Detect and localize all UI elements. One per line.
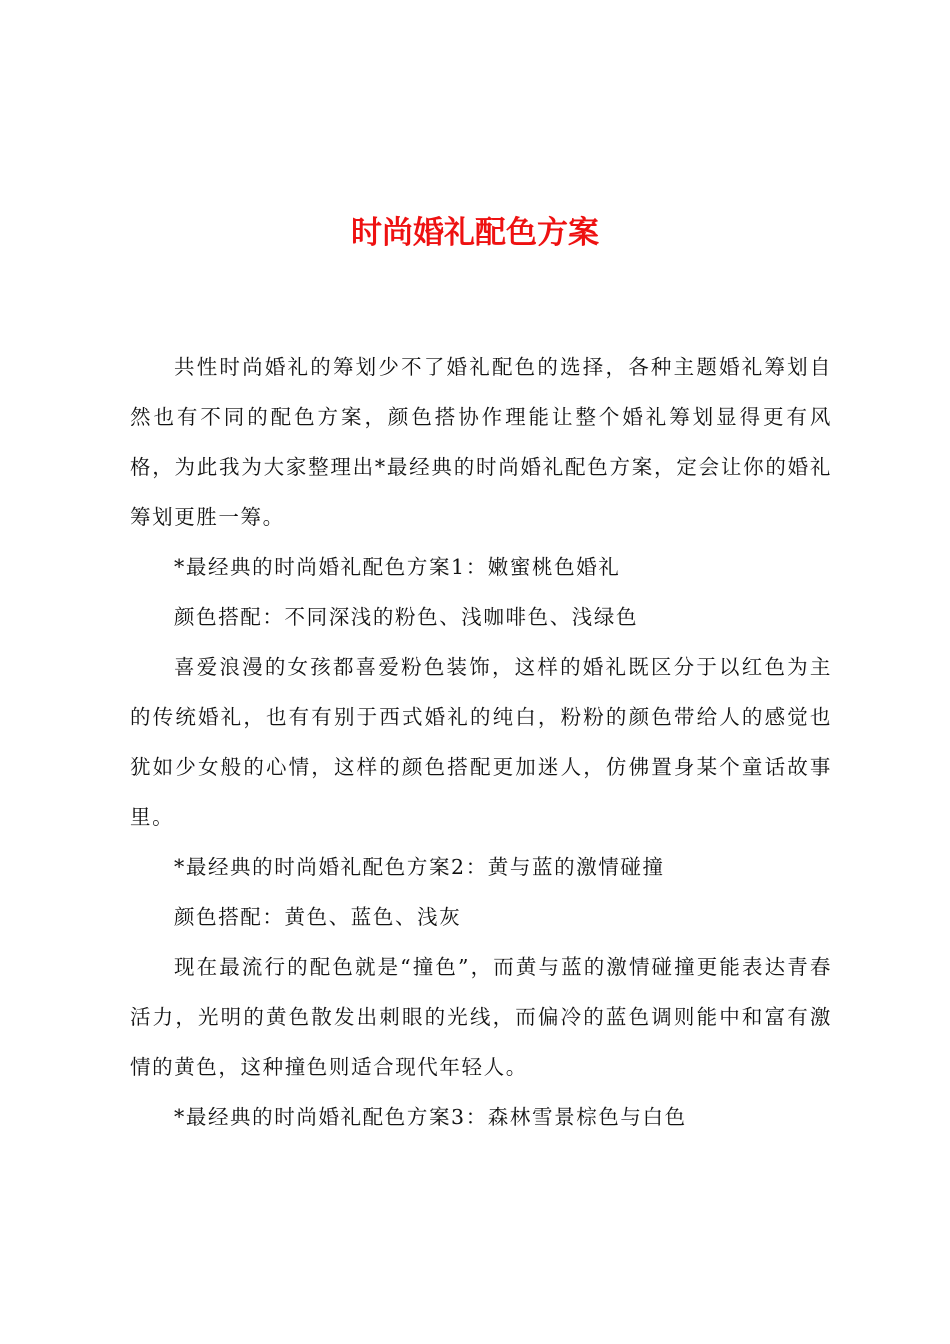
scheme-3-heading: *最经典的时尚婚礼配色方案3：森林雪景棕色与白色 xyxy=(174,1105,687,1129)
document-title: 时尚婚礼配色方案 xyxy=(351,215,599,251)
scheme-1-heading: *最经典的时尚婚礼配色方案1：嫩蜜桃色婚礼 xyxy=(174,555,621,579)
scheme-2-colors: 颜色搭配：黄色、蓝色、浅灰 xyxy=(174,905,462,929)
scheme-2-heading: *最经典的时尚婚礼配色方案2：黄与蓝的激情碰撞 xyxy=(174,855,665,879)
document-body xyxy=(130,342,832,1142)
scheme-1-description: 喜爱浪漫的女孩都喜爱粉色装饰，这样的婚礼既区分于以红色为主的传统婚礼，也有有别于西式婚礼的纯白，粉粉的颜色带给人的感觉也犹如少女般的心情，这样的颜色搭配更加迷人，仿佛置身某个童话故事里。 xyxy=(130,655,832,829)
intro-paragraph: 共性时尚婚礼的筹划少不了婚礼配色的选择，各种主题婚礼筹划自然也有不同的配色方案，颜色搭协作理能让整个婚礼筹划显得更有风格，为此我为大家整理出*最经典的时尚婚礼配色方案，定会让你的婚礼筹划更胜一筹。 xyxy=(130,355,832,529)
scheme-1-colors: 颜色搭配：不同深浅的粉色、浅咖啡色、浅绿色 xyxy=(174,605,639,629)
scheme-2-description: 现在最流行的配色就是“撞色”，而黄与蓝的激情碰撞更能表达青春活力，光明的黄色散发出刺眼的光线，而偏冷的蓝色调则能中和富有激情的黄色，这种撞色则适合现代年轻人。 xyxy=(130,955,832,1079)
